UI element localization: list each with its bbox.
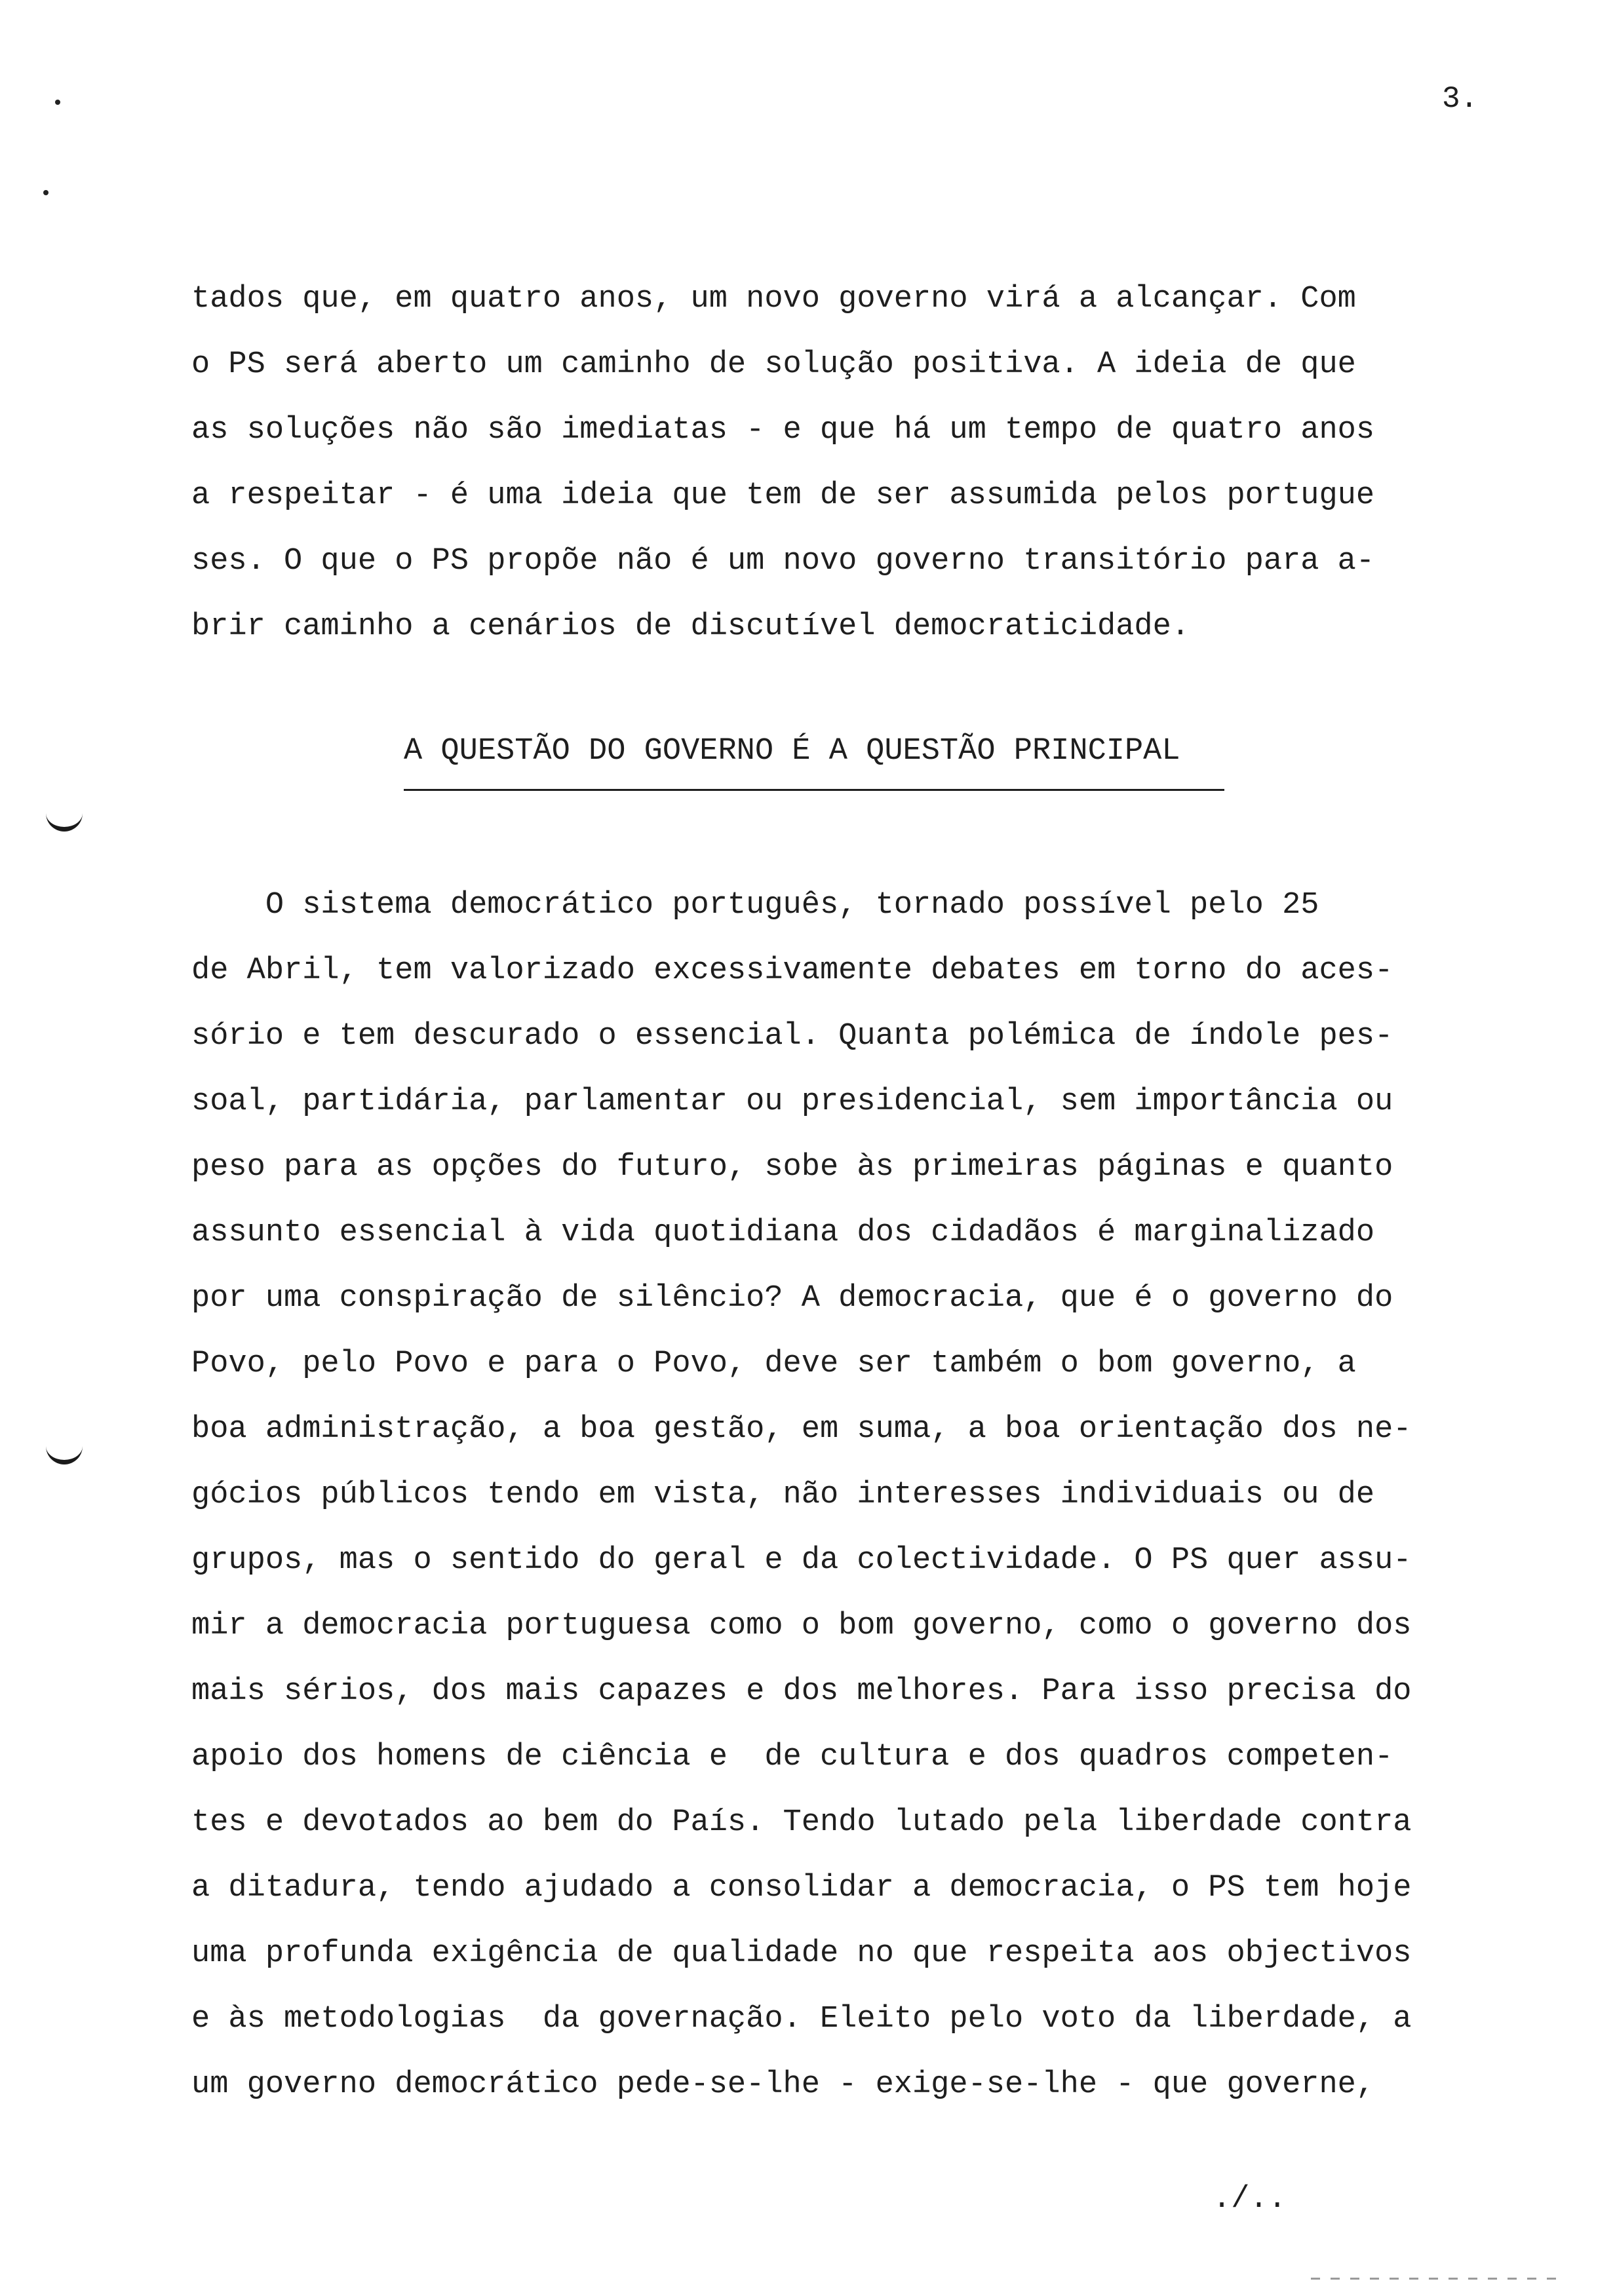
text-line: boa administração, a boa gestão, em suma, a boa orientação dos ne- [191, 1412, 1412, 1447]
text-line: tes e devotados ao bem do País. Tendo lutado pela liberdade contra [191, 1805, 1412, 1840]
text-line: sório e tem descurado o essencial. Quanta polémica de índole pes- [191, 1019, 1393, 1054]
text-line: e às metodologias da governação. Eleito pelo voto da liberdade, a [191, 2002, 1412, 2037]
text-line: mais sérios, dos mais capazes e dos melhores. Para isso precisa do [191, 1674, 1412, 1709]
text-line: O sistema democrático português, tornado possível pelo 25 [191, 888, 1319, 923]
punch-dot-top [55, 100, 60, 105]
text-line: a respeitar - é uma ideia que tem de ser assumida pelos portugue [191, 478, 1375, 513]
text-line: peso para as opções do futuro, sobe às primeiras páginas e quanto [191, 1150, 1393, 1185]
text-line: Povo, pelo Povo e para o Povo, deve ser também o bom governo, a [191, 1347, 1356, 1381]
heading-underline [404, 789, 1224, 791]
text-line: a ditadura, tendo ajudado a consolidar a democracia, o PS tem hoje [191, 1871, 1412, 1905]
text-line: grupos, mas o sentido do geral e da colectividade. O PS quer assu- [191, 1543, 1412, 1578]
page-continuation-mark: ./.. [1213, 2182, 1287, 2217]
text-line: brir caminho a cenários de discutível democraticidade. [191, 609, 1190, 644]
text-line: assunto essencial à vida quotidiana dos cidadãos é marginalizado [191, 1215, 1375, 1250]
text-line: apoio dos homens de ciência e de cultura e dos quadros competen- [191, 1740, 1393, 1774]
text-line: ses. O que o PS propõe não é um novo governo transitório para a- [191, 544, 1375, 579]
text-line: as soluções não são imediatas - e que há um tempo de quatro anos [191, 413, 1375, 448]
text-line: soal, partidária, parlamentar ou presidencial, sem importância ou [191, 1084, 1393, 1119]
text-line: de Abril, tem valorizado excessivamente debates em torno do aces- [191, 953, 1393, 988]
text-line: uma profunda exigência de qualidade no que respeita aos objectivos [191, 1936, 1412, 1971]
page-number: 3. [1442, 82, 1479, 116]
text-line: um governo democrático pede-se-lhe - exige-se-lhe - que governe, [191, 2067, 1375, 2102]
binder-ring-mark-lower [46, 1434, 83, 1464]
text-line: por uma conspiração de silêncio? A democracia, que é o governo do [191, 1281, 1393, 1316]
section-heading: A QUESTÃO DO GOVERNO É A QUESTÃO PRINCIPAL [404, 734, 1180, 769]
text-line: o PS será aberto um caminho de solução positiva. A ideia de que [191, 347, 1356, 382]
text-line: tados que, em quatro anos, um novo governo virá a alcançar. Com [191, 282, 1356, 316]
scan-edge-artifact [1311, 2278, 1560, 2280]
text-line: gócios públicos tendo em vista, não interesses individuais ou de [191, 1478, 1375, 1512]
punch-dot-upper [43, 190, 49, 195]
binder-ring-mark-upper [46, 801, 83, 832]
text-line: mir a democracia portuguesa como o bom governo, como o governo dos [191, 1609, 1412, 1643]
